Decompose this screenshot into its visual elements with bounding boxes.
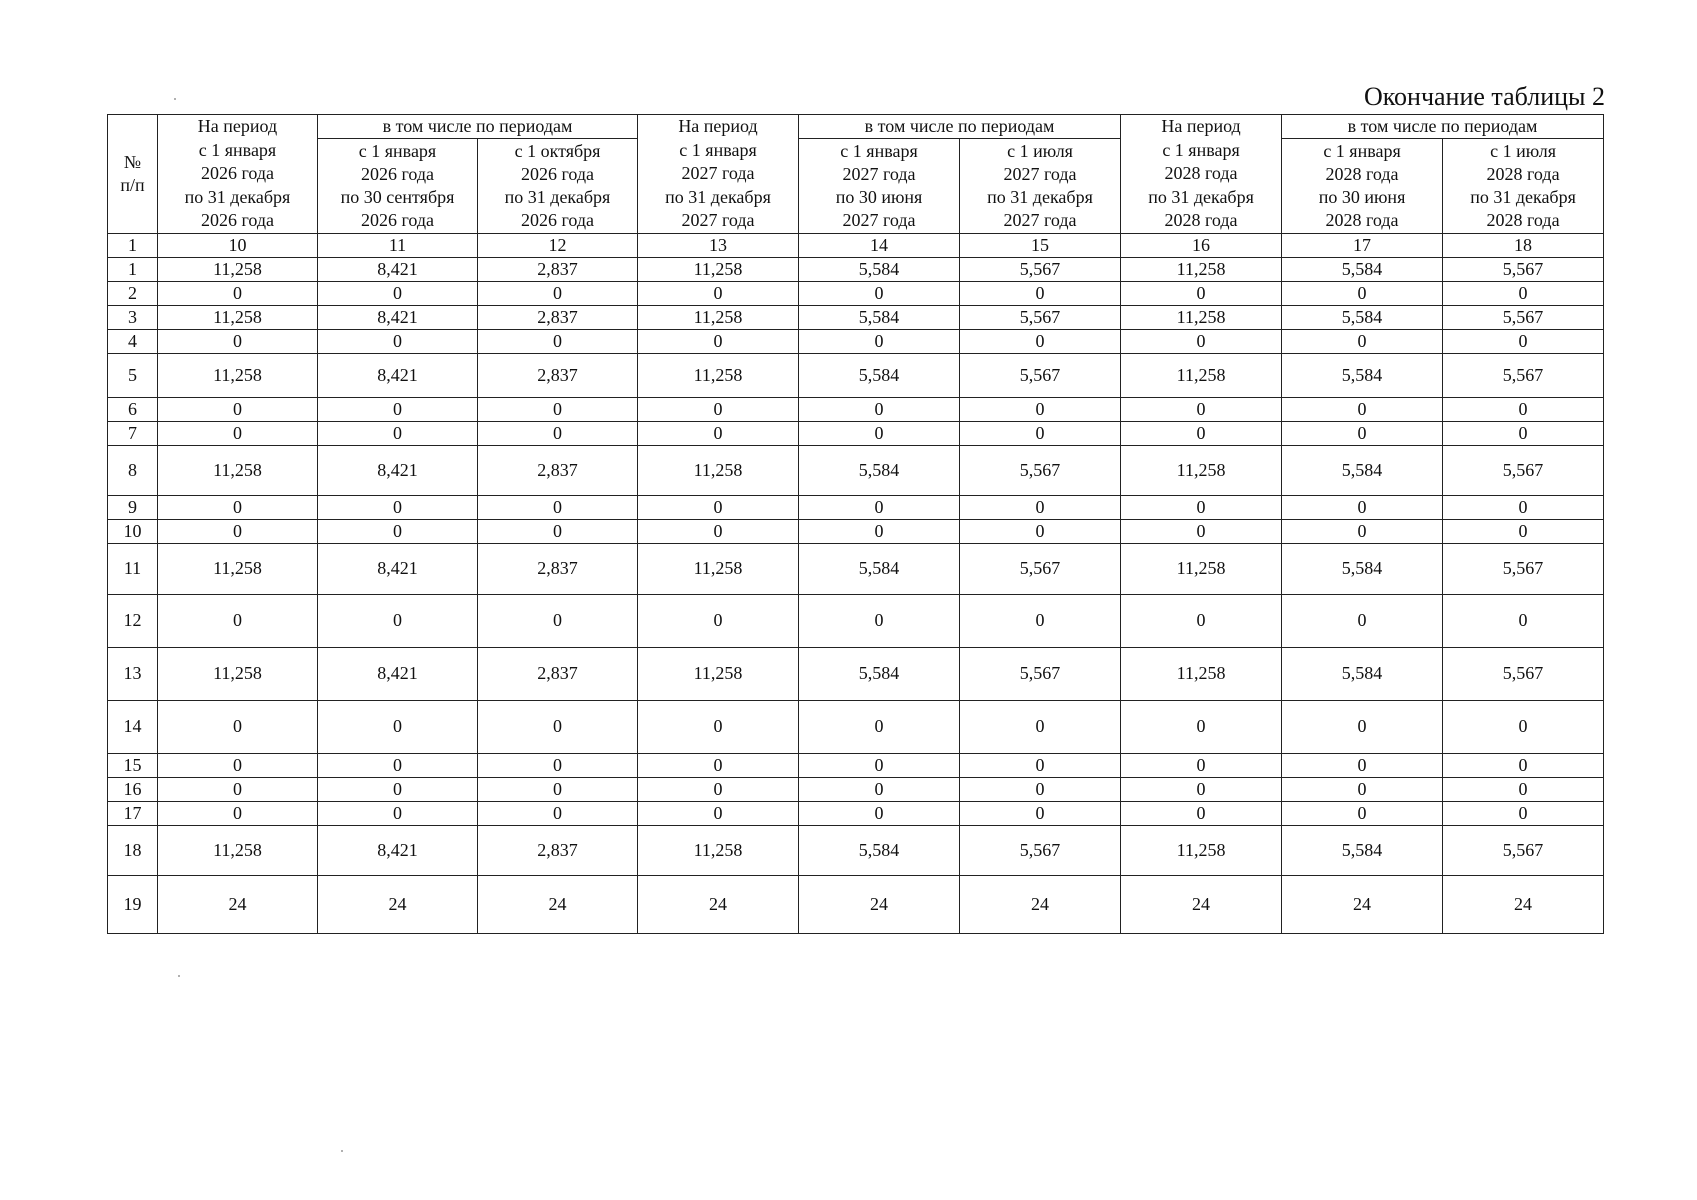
value-cell: 0 [318,397,478,421]
value-cell: 0 [638,421,799,445]
value-cell: 0 [1443,594,1604,647]
num-col-header: № п/п [108,115,158,234]
value-cell: 0 [638,801,799,825]
period-2028-part2-header: с 1 июля 2028 года по 31 декабря 2028 года [1443,139,1604,233]
period-2026-total-header: На период с 1 января 2026 года по 31 декабря 2026 года [158,115,318,234]
value-cell: 11,258 [638,257,799,281]
value-cell: 0 [158,495,318,519]
value-cell: 2,837 [478,257,638,281]
value-cell: 0 [960,753,1121,777]
value-cell: 0 [1282,329,1443,353]
value-cell: 5,584 [799,257,960,281]
value-cell: 11,258 [158,825,318,875]
value-cell: 11,258 [1121,305,1282,329]
value-cell: 24 [318,875,478,933]
value-cell: 0 [1121,329,1282,353]
value-cell: 5,584 [799,647,960,700]
value-cell: 24 [1443,875,1604,933]
value-cell: 0 [1121,495,1282,519]
value-cell: 0 [960,519,1121,543]
value-cell: 0 [478,801,638,825]
value-cell: 0 [158,777,318,801]
value-cell: 0 [318,594,478,647]
table-row [108,329,1604,353]
value-cell: 0 [1121,281,1282,305]
value-cell: 0 [318,700,478,753]
value-cell: 0 [638,397,799,421]
value-cell: 0 [638,753,799,777]
value-cell: 0 [318,495,478,519]
value-cell: 0 [478,329,638,353]
value-cell: 11,258 [158,647,318,700]
value-cell: 0 [1282,281,1443,305]
table-row [108,353,1604,397]
period-2028-total-header: На период с 1 января 2028 года по 31 декабря 2028 года [1121,115,1282,234]
value-cell: 5,584 [1282,257,1443,281]
value-cell: 5,567 [960,543,1121,594]
value-cell: 0 [799,700,960,753]
row-number-cell: 11 [108,543,158,594]
value-cell: 5,584 [799,825,960,875]
value-cell: 5,567 [960,353,1121,397]
value-cell: 0 [799,421,960,445]
period-2027-part1-header: с 1 января 2027 года по 30 июня 2027 года [799,139,960,233]
value-cell: 11,258 [638,647,799,700]
value-cell: 0 [638,594,799,647]
scan-speck [341,1150,343,1152]
table-row [108,825,1604,875]
table-body [108,257,1604,933]
row-number-cell: 17 [108,801,158,825]
value-cell: 0 [318,329,478,353]
value-cell: 0 [478,495,638,519]
value-cell: 0 [1121,700,1282,753]
value-cell: 0 [799,594,960,647]
value-cell: 0 [478,397,638,421]
value-cell: 0 [478,700,638,753]
table-row [108,495,1604,519]
period-2027-group-header: в том числе по периодам [799,115,1121,139]
value-cell: 24 [478,875,638,933]
value-cell: 5,567 [1443,353,1604,397]
data-table [107,114,1604,934]
value-cell: 0 [1443,281,1604,305]
row-number-cell: 6 [108,397,158,421]
row-number-cell: 16 [108,777,158,801]
column-number: 14 [799,233,960,257]
value-cell: 11,258 [1121,647,1282,700]
value-cell: 0 [960,397,1121,421]
value-cell: 8,421 [318,445,478,495]
table-row [108,257,1604,281]
value-cell: 5,584 [1282,353,1443,397]
value-cell: 0 [1282,397,1443,421]
value-cell: 5,584 [1282,543,1443,594]
value-cell: 0 [960,777,1121,801]
table-row [108,700,1604,753]
column-number: 10 [158,233,318,257]
value-cell: 8,421 [318,647,478,700]
value-cell: 5,567 [1443,647,1604,700]
value-cell: 0 [1443,753,1604,777]
table-row [108,281,1604,305]
row-number-cell: 8 [108,445,158,495]
column-number: 17 [1282,233,1443,257]
value-cell: 8,421 [318,825,478,875]
value-cell: 0 [1443,329,1604,353]
value-cell: 0 [638,281,799,305]
value-cell: 2,837 [478,445,638,495]
value-cell: 0 [1282,519,1443,543]
value-cell: 0 [478,777,638,801]
value-cell: 11,258 [638,825,799,875]
value-cell: 0 [318,281,478,305]
value-cell: 0 [1443,801,1604,825]
value-cell: 0 [158,700,318,753]
value-cell: 0 [1443,777,1604,801]
value-cell: 0 [799,753,960,777]
row-number-cell: 12 [108,594,158,647]
value-cell: 0 [1443,397,1604,421]
value-cell: 2,837 [478,305,638,329]
value-cell: 5,584 [1282,305,1443,329]
value-cell: 5,567 [1443,257,1604,281]
period-2026-part2-header: с 1 октября 2026 года по 31 декабря 2026 года [478,139,638,233]
value-cell: 11,258 [158,257,318,281]
period-2026-group-header: в том числе по периодам [318,115,638,139]
value-cell: 0 [158,421,318,445]
value-cell: 0 [158,281,318,305]
value-cell: 5,567 [960,445,1121,495]
period-2027-total-header: На период с 1 января 2027 года по 31 декабря 2027 года [638,115,799,234]
table-row [108,519,1604,543]
column-number: 12 [478,233,638,257]
value-cell: 0 [638,700,799,753]
scan-speck [178,975,180,977]
value-cell: 11,258 [1121,257,1282,281]
value-cell: 0 [478,421,638,445]
value-cell: 11,258 [638,445,799,495]
table-row [108,397,1604,421]
table-row [108,594,1604,647]
value-cell: 0 [478,753,638,777]
value-cell: 5,567 [1443,445,1604,495]
value-cell: 0 [799,801,960,825]
value-cell: 11,258 [638,305,799,329]
table-row [108,543,1604,594]
table-row [108,421,1604,445]
value-cell: 5,567 [960,647,1121,700]
value-cell: 5,584 [799,305,960,329]
value-cell: 0 [1443,700,1604,753]
column-number: 1 [108,233,158,257]
value-cell: 0 [638,777,799,801]
period-2028-part1-header: с 1 января 2028 года по 30 июня 2028 года [1282,139,1443,233]
value-cell: 0 [1121,594,1282,647]
table-caption: Окончание таблицы 2 [1363,82,1605,111]
row-number-cell: 2 [108,281,158,305]
value-cell: 24 [1121,875,1282,933]
value-cell: 11,258 [158,305,318,329]
value-cell: 0 [158,594,318,647]
value-cell: 0 [638,519,799,543]
value-cell: 0 [1282,753,1443,777]
value-cell: 24 [638,875,799,933]
value-cell: 0 [1443,495,1604,519]
column-number: 11 [318,233,478,257]
value-cell: 8,421 [318,353,478,397]
value-cell: 5,584 [799,543,960,594]
row-number-cell: 13 [108,647,158,700]
value-cell: 0 [478,519,638,543]
value-cell: 0 [1282,801,1443,825]
value-cell: 11,258 [158,543,318,594]
value-cell: 0 [158,519,318,543]
period-2027-part2-header: с 1 июля 2027 года по 31 декабря 2027 года [960,139,1121,233]
value-cell: 0 [478,281,638,305]
row-number-cell: 19 [108,875,158,933]
value-cell: 0 [960,329,1121,353]
value-cell: 5,584 [1282,445,1443,495]
value-cell: 24 [960,875,1121,933]
row-number-cell: 1 [108,257,158,281]
value-cell: 0 [318,777,478,801]
value-cell: 0 [1121,397,1282,421]
value-cell: 0 [318,801,478,825]
value-cell: 0 [1282,421,1443,445]
value-cell: 5,584 [1282,825,1443,875]
value-cell: 0 [638,495,799,519]
value-cell: 0 [158,397,318,421]
column-number: 16 [1121,233,1282,257]
table-row [108,875,1604,933]
value-cell: 0 [799,519,960,543]
value-cell: 2,837 [478,647,638,700]
value-cell: 0 [1282,700,1443,753]
value-cell: 8,421 [318,305,478,329]
value-cell: 0 [478,594,638,647]
value-cell: 5,584 [799,445,960,495]
value-cell: 0 [1121,421,1282,445]
value-cell: 0 [799,777,960,801]
value-cell: 2,837 [478,825,638,875]
value-cell: 0 [1121,777,1282,801]
value-cell: 0 [1282,495,1443,519]
value-cell: 0 [158,753,318,777]
value-cell: 0 [638,329,799,353]
value-cell: 0 [960,281,1121,305]
value-cell: 24 [1282,875,1443,933]
value-cell: 11,258 [638,543,799,594]
value-cell: 0 [960,495,1121,519]
column-number: 13 [638,233,799,257]
value-cell: 11,258 [1121,353,1282,397]
value-cell: 0 [960,700,1121,753]
value-cell: 0 [318,519,478,543]
value-cell: 0 [960,594,1121,647]
value-cell: 11,258 [1121,543,1282,594]
period-2026-part1-header: с 1 января 2026 года по 30 сентября 2026 года [318,139,478,233]
value-cell: 24 [799,875,960,933]
scan-speck [174,98,176,100]
value-cell: 0 [1282,594,1443,647]
value-cell: 11,258 [158,445,318,495]
row-number-cell: 3 [108,305,158,329]
column-number: 15 [960,233,1121,257]
value-cell: 0 [799,329,960,353]
table-row [108,753,1604,777]
value-cell: 0 [960,801,1121,825]
row-number-cell: 4 [108,329,158,353]
value-cell: 5,567 [960,305,1121,329]
value-cell: 0 [318,421,478,445]
period-2028-group-header: в том числе по периодам [1282,115,1604,139]
value-cell: 0 [799,281,960,305]
value-cell: 24 [158,875,318,933]
value-cell: 0 [1443,519,1604,543]
value-cell: 0 [1282,777,1443,801]
value-cell: 11,258 [158,353,318,397]
value-cell: 0 [799,495,960,519]
value-cell: 2,837 [478,353,638,397]
column-number: 18 [1443,233,1604,257]
value-cell: 11,258 [1121,825,1282,875]
value-cell: 5,567 [960,825,1121,875]
value-cell: 5,584 [1282,647,1443,700]
table-row [108,647,1604,700]
value-cell: 0 [1443,421,1604,445]
row-number-cell: 18 [108,825,158,875]
value-cell: 0 [158,801,318,825]
value-cell: 0 [960,421,1121,445]
row-number-cell: 7 [108,421,158,445]
value-cell: 5,584 [799,353,960,397]
table-row [108,801,1604,825]
table-row [108,445,1604,495]
value-cell: 0 [158,329,318,353]
value-cell: 5,567 [1443,543,1604,594]
value-cell: 5,567 [960,257,1121,281]
row-number-cell: 10 [108,519,158,543]
value-cell: 0 [1121,753,1282,777]
value-cell: 2,837 [478,543,638,594]
value-cell: 8,421 [318,257,478,281]
value-cell: 0 [799,397,960,421]
row-number-cell: 14 [108,700,158,753]
value-cell: 11,258 [1121,445,1282,495]
value-cell: 8,421 [318,543,478,594]
row-number-cell: 9 [108,495,158,519]
value-cell: 5,567 [1443,825,1604,875]
table-row [108,777,1604,801]
value-cell: 11,258 [638,353,799,397]
row-number-cell: 5 [108,353,158,397]
value-cell: 0 [1121,801,1282,825]
value-cell: 0 [318,753,478,777]
value-cell: 0 [1121,519,1282,543]
table-row [108,305,1604,329]
value-cell: 5,567 [1443,305,1604,329]
row-number-cell: 15 [108,753,158,777]
column-number-row [108,233,1604,257]
